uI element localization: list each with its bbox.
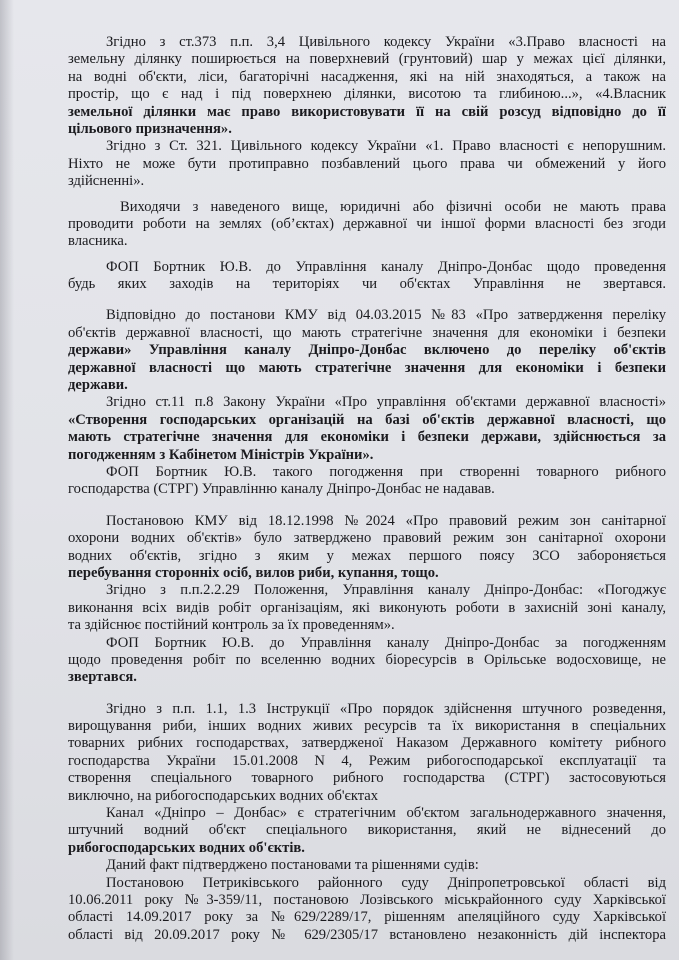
text-line: Згідно з п.п. 1.1, 1.3 Інструкції «Про порядок здійснення штучного розведення, [106, 700, 666, 717]
text-line: області від 20.09.2017 року № 629/2305/17 встановлено незаконність дій інспектора [68, 926, 666, 943]
text-line: Виходячи з наведеного вище, юридичні або фізичні особи не мають права [120, 198, 666, 215]
text-line: державної власності що мають стратегічне значення для економіки і безпеки [68, 359, 666, 376]
text-line: проводити роботи на землях (об’єктах) державної чи іншої форми власності без згоди [68, 215, 666, 232]
text-line: вирощування риби, інших водних живих ресурсів та їх використання в спеціальних [68, 718, 666, 735]
text-line: щодо проведення робіт по вселенню водних біоресурсів в Орільське водосховище, не [68, 651, 666, 668]
text-line: та здійснює постійний контроль за їх проведенням». [68, 617, 395, 634]
text-line: Згідно з Ст. 321. Цивільного кодексу України «1. Право власності є непорушним. [106, 138, 666, 155]
text-line: «Створення господарських організацій на базі об'єктів державної власності, що [68, 411, 666, 428]
text-line: виконання всіх видів робіт організаціям, які виконують роботи в захисній зоні каналу, [68, 599, 666, 616]
text-line: земельну ділянку поширюється на поверхневий (грунтовий) шар у межах цієї ділянки, [68, 51, 666, 68]
page-edge-shadow [0, 0, 14, 960]
text-line: створення спеціального товарного рибного господарства (СТРГ) застосовуються [68, 770, 666, 787]
text-line: Канал «Дніпро – Донбас» є стратегічним об'єктом загальнодержавного значення, [106, 805, 666, 822]
text-line: мають стратегічне значення для економіки і безпеки держави, здійснюється за [68, 429, 666, 446]
text-line: власника. [68, 233, 128, 250]
text-line: товарних рибних господарствах, затвердженої Наказом Державного комітету рибного [68, 735, 666, 752]
text-line: Постановою КМУ від 18.12.1998 №2024 «Про правовий режим зон санітарної [106, 512, 666, 529]
text-line: Згідно з п.п.2.2.29 Положення, Управління каналу Дніпро-Донбас: «Погоджує [106, 582, 666, 599]
text-line: земельної ділянки має право використовувати її на свій розсуд відповідно до її [68, 103, 666, 120]
text-line: рибогосподарських водних об'єктів. [68, 839, 305, 856]
text-line: водних об'єктів, згідно з яким у межах першого поясу ЗСО забороняється [68, 547, 666, 564]
text-line: виключно, на рибогосподарських водних об'єктах [68, 787, 379, 804]
text-line: господарства (СТРГ) Управлінню каналу Дніпро-Донбас не надавав. [68, 481, 495, 498]
text-line: об'єктів державної власності, що мають стратегічне значення для економіки і безпеки [68, 324, 666, 341]
text-line: господарства України 15.01.2008 N 4, Режим рибогосподарської експлуатації та [68, 752, 666, 769]
text-line: цільового призначення». [68, 120, 232, 137]
text-line: Відповідно до постанови КМУ від 04.03.2015 №83 «Про затвердження переліку [106, 307, 666, 324]
text-line: Згідно ст.11 п.8 Закону України «Про управління об'єктами державної власності» [106, 394, 666, 411]
text-line: штучний водний об'єкт спеціального використання, який не віднесений до [68, 822, 666, 839]
text-line: ФОП Бортник Ю.В. до Управління каналу Дніпро-Донбас за погодженням [106, 634, 666, 651]
text-line: Постановою Петриківського районного суду Дніпропетровської області від [106, 874, 666, 891]
text-line: здійсненні». [68, 173, 145, 190]
text-line: 10.06.2011 року №3-359/11, постановою Лозівського міськрайонного суду Харківської [68, 891, 666, 908]
text-line: простір, що є над і під поверхнею ділянки, висотою та глибиною...», «4.Власник [68, 86, 666, 103]
document-body [68, 34, 666, 944]
text-line: Даний факт підтверджено постановами та рішеннями судів: [106, 857, 479, 874]
text-line: перебування сторонніх осіб, вилов риби, купання, тощо. [68, 564, 439, 581]
text-line: будь яких заходів на територіях чи об'єктах Управління не звертався. [68, 276, 666, 293]
text-line: ФОП Бортник Ю.В. такого погодження при створенні товарного рибного [106, 463, 666, 480]
text-line: погодженням з Кабінетом Міністрів України». [68, 446, 374, 463]
text-line: держави» Управління каналу Дніпро-Донбас включено до переліку об'єктів [68, 342, 666, 359]
text-line: держави. [68, 377, 128, 394]
text-line: звертався. [68, 669, 137, 686]
text-line: області 14.09.2017 року за №629/2289/17, рішенням апеляційного суду Харківської [68, 909, 666, 926]
text-line: охорони водних об'єктів» було затверджено правовий режим зон санітарної охорони [68, 530, 666, 547]
text-line: Згідно з ст.373 п.п. 3,4 Цивільного кодексу України «3.Право власності на [106, 34, 666, 50]
text-line: Ніхто не може бути протиправно позбавлений цього права чи обмежений у його [68, 155, 666, 172]
text-line: ФОП Бортник Ю.В. до Управління каналу Дніпро-Донбас щодо проведення [106, 258, 666, 275]
text-line: на водні об'єкти, ліси, багаторічні насадження, які на ній знаходяться, а також на [68, 68, 666, 85]
